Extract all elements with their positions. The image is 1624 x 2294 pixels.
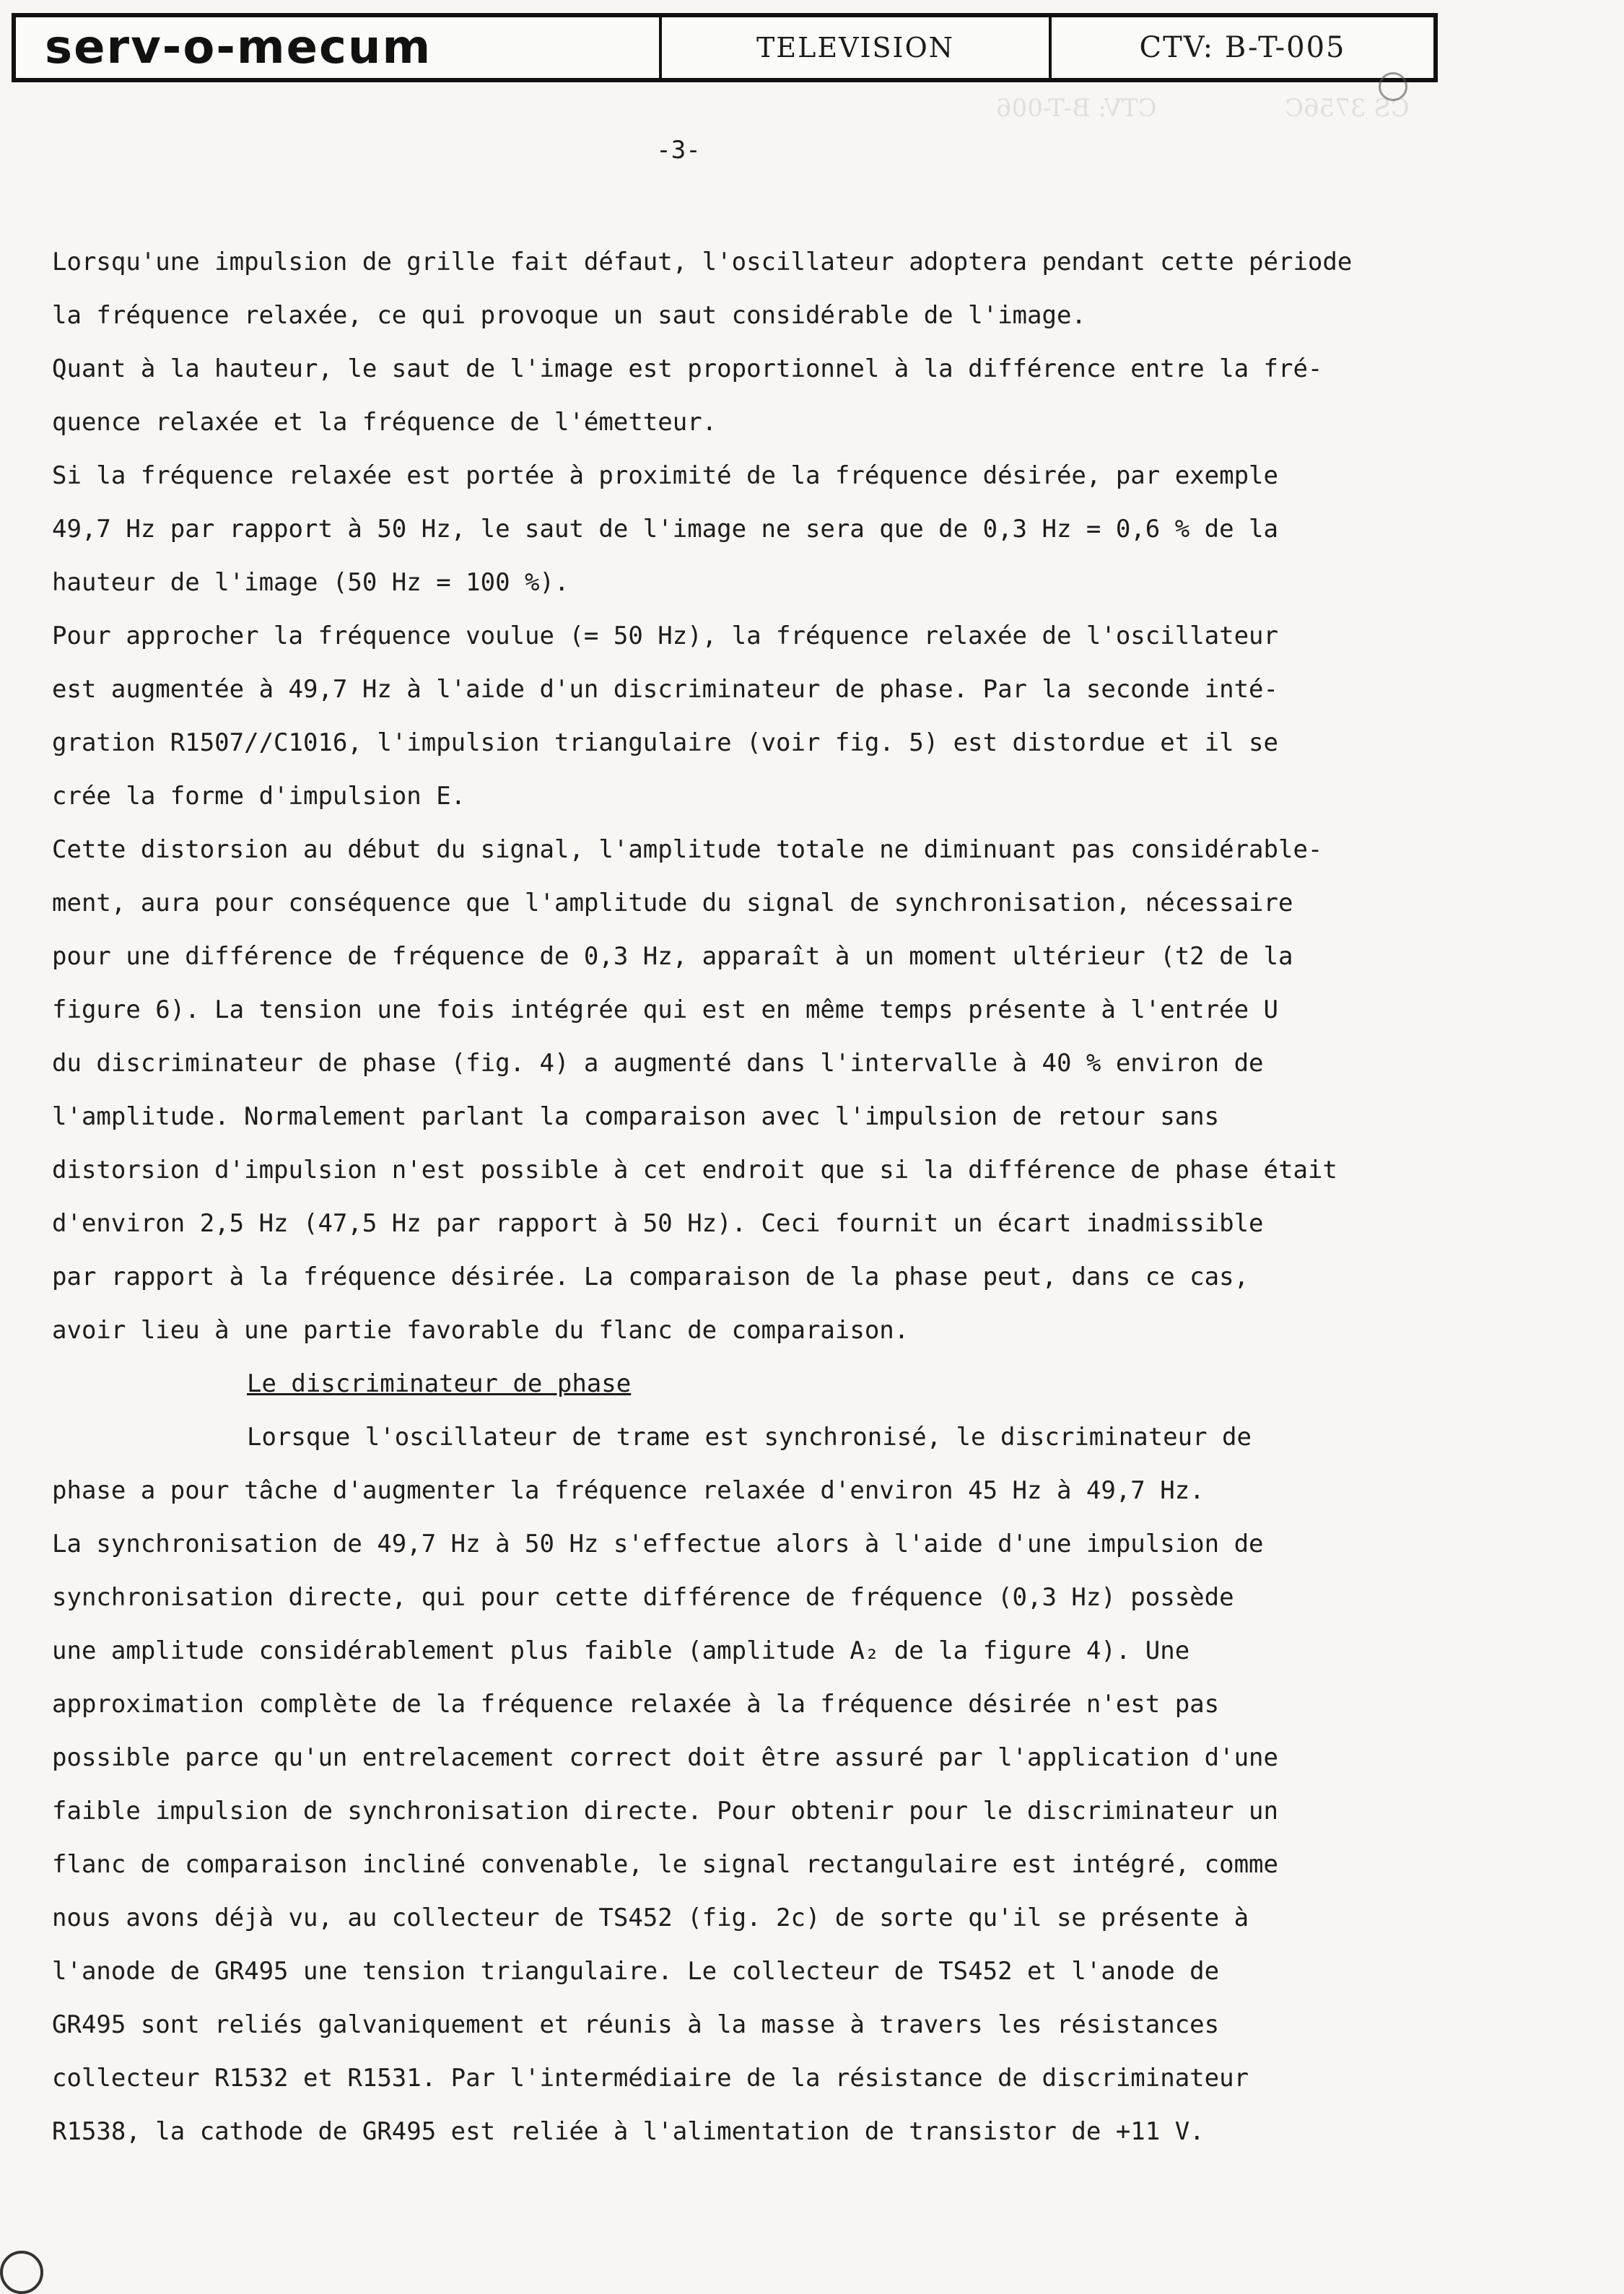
text-line: synchronisation directe, qui pour cette différence de fréquence (0,3 Hz) possède <box>52 1583 1234 1612</box>
paragraph-block-1 <box>52 235 1445 1357</box>
text-line: R1538, la cathode de GR495 est reliée à l'alimentation de transistor de +11 V. <box>52 2117 1205 2146</box>
text-line: Si la fréquence relaxée est portée à proximité de la fréquence désirée, par exemple <box>52 461 1278 490</box>
text-line: pour une différence de fréquence de 0,3 Hz, apparaît à un moment ultérieur (t2 de la <box>52 942 1293 971</box>
text-line: la fréquence relaxée, ce qui provoque un saut considérable de l'image. <box>52 301 1086 330</box>
text-line: d'environ 2,5 Hz (47,5 Hz par rapport à 50 Hz). Ceci fournit un écart inadmissible <box>52 1209 1264 1238</box>
text-line: collecteur R1532 et R1531. Par l'intermédiaire de la résistance de discriminateur <box>52 2064 1249 2093</box>
text-line: l'anode de GR495 une tension triangulaire. Le collecteur de TS452 et l'anode de <box>52 1957 1220 1986</box>
copyright-circle-icon <box>1379 72 1407 101</box>
text-line: distorsion d'impulsion n'est possible à cet endroit que si la différence de phase était <box>52 1156 1337 1185</box>
text-line: approximation complète de la fréquence relaxée à la fréquence désirée n'est pas <box>52 1690 1220 1719</box>
text-line: possible parce qu'un entrelacement correct doit être assuré par l'application d'une <box>52 1743 1278 1772</box>
text-line: Lorsque l'oscillateur de trame est synchronisé, le discriminateur de <box>247 1423 1252 1452</box>
text-line: gration R1507//C1016, l'impulsion triangulaire (voir fig. 5) est distordue et il se <box>52 728 1278 757</box>
document-code: CTV: B-T-005 <box>1139 31 1346 64</box>
text-line: est augmentée à 49,7 Hz à l'aide d'un discriminateur de phase. Par la seconde inté- <box>52 675 1278 704</box>
text-line: par rapport à la fréquence désirée. La comparaison de la phase peut, dans ce cas, <box>52 1262 1249 1291</box>
show-through-text: CTV: B-T-006 <box>996 94 1157 123</box>
paragraph-block-2 <box>52 1410 1445 2158</box>
text-line: l'amplitude. Normalement parlant la comparaison avec l'impulsion de retour sans <box>52 1102 1220 1131</box>
copyright-circle-icon <box>0 2251 43 2294</box>
text-line: flanc de comparaison incliné convenable, le signal rectangulaire est intégré, comme <box>52 1850 1278 1879</box>
brand-logo: serv-o-mecum <box>16 17 662 78</box>
text-line: Cette distorsion au début du signal, l'amplitude totale ne diminuant pas considérable- <box>52 835 1323 864</box>
text-line: GR495 sont reliés galvaniquement et réunis à la masse à travers les résistances <box>52 2010 1220 2039</box>
text-line: faible impulsion de synchronisation directe. Pour obtenir pour le discriminateur un <box>52 1797 1278 1826</box>
text-line: Lorsqu'une impulsion de grille fait défaut, l'oscillateur adoptera pendant cette période <box>52 248 1353 276</box>
text-line: phase a pour tâche d'augmenter la fréquence relaxée d'environ 45 Hz à 49,7 Hz. <box>52 1476 1205 1505</box>
text-line: 49,7 Hz par rapport à 50 Hz, le saut de l'image ne sera que de 0,3 Hz = 0,6 % de la <box>52 515 1278 544</box>
text-line: hauteur de l'image (50 Hz = 100 %). <box>52 568 569 597</box>
text-line: La synchronisation de 49,7 Hz à 50 Hz s'effectue alors à l'aide d'une impulsion de <box>52 1530 1264 1558</box>
text-line: quence relaxée et la fréquence de l'émetteur. <box>52 408 717 437</box>
text-line: nous avons déjà vu, au collecteur de TS452 (fig. 2c) de sorte qu'il se présente à <box>52 1903 1249 1932</box>
document-body <box>52 235 1445 2158</box>
text-line: une amplitude considérablement plus faible (amplitude A₂ de la figure 4). Une <box>52 1636 1190 1665</box>
text-line: figure 6). La tension une fois intégrée qui est en même temps présente à l'entrée U <box>52 995 1278 1024</box>
text-line: du discriminateur de phase (fig. 4) a augmenté dans l'intervalle à 40 % environ de <box>52 1049 1264 1078</box>
section-subheading: Le discriminateur de phase <box>247 1369 632 1398</box>
text-line: Pour approcher la fréquence voulue (= 50 Hz), la fréquence relaxée de l'oscillateur <box>52 622 1278 650</box>
section-title: TELEVISION <box>662 17 1052 78</box>
show-through-text: CS 3756C <box>1285 94 1410 123</box>
page-number: -3- <box>656 136 701 165</box>
text-line: Quant à la hauteur, le saut de l'image est proportionnel à la différence entre la fré- <box>52 354 1323 383</box>
text-line: crée la forme d'impulsion E. <box>52 782 466 811</box>
text-line: ment, aura pour conséquence que l'amplitude du signal de synchronisation, nécessaire <box>52 889 1293 917</box>
document-header <box>12 13 1438 82</box>
text-line: avoir lieu à une partie favorable du flanc de comparaison. <box>52 1316 909 1345</box>
